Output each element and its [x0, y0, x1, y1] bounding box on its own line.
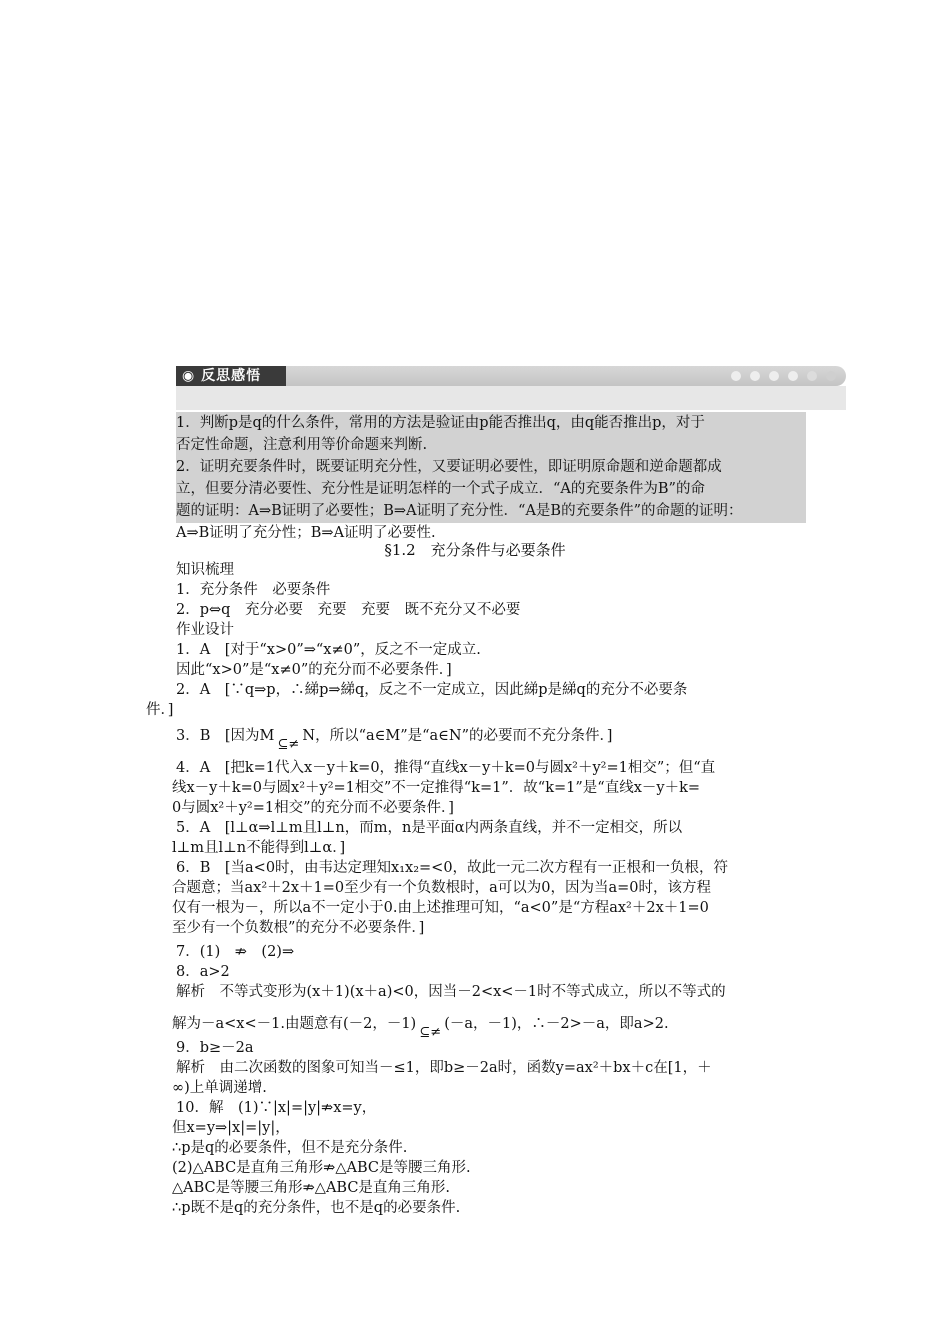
banner-strip — [176, 386, 846, 410]
text-line: l⊥m且l⊥n不能得到l⊥α．] — [172, 840, 346, 856]
text-line: ∴p是q的必要条件，但不是充分条件. — [172, 1140, 408, 1156]
text-line: 因此“x>0”是“x≠0”的充分而不必要条件．] — [176, 662, 452, 678]
text-line: 8．a>2 — [176, 964, 230, 980]
text-line: 7．(1) ⇏ (2)⇒ — [176, 944, 295, 960]
text-fragment: 解为－a<x<－1.由题意有(－2，－1) — [172, 1016, 417, 1032]
subset-neq-symbol: ⊆≠ — [277, 737, 300, 752]
text-line: 2．A [∵q⇒p，∴綈p⇒綈q，反之不一定成立，因此綈p是綈q的充分不必要条 — [176, 682, 688, 698]
text-line: 件．] — [146, 702, 174, 718]
answers-part-2 — [146, 758, 810, 1218]
text-line: 至少有一个负数根”的充分不必要条件．] — [172, 920, 425, 936]
reflection-line: 否定性命题，注意利用等价命题来判断. — [176, 437, 428, 453]
reflection-line: A⇒B证明了充分性；B⇒A证明了必要性. — [176, 525, 436, 541]
text-line — [146, 726, 810, 750]
reflection-line: 立，但要分清必要性、充分性是证明怎样的一个式子成立．“A的充要条件为B”的命 — [176, 481, 705, 497]
text-line: 4．A [把k=1代入x－y＋k=0，推得“直线x－y＋k=0与圆x²＋y²=1相交”；但“直 — [176, 760, 716, 776]
text-line: 10．解 (1)∵|x|=|y|⇏x=y， — [176, 1100, 377, 1116]
text-line: 1．充分条件 必要条件 — [176, 582, 331, 598]
text-line: 但x=y⇒|x|=|y|， — [172, 1120, 290, 1136]
heading-homework: 作业设计 — [176, 622, 234, 638]
text-line: (2)△ABC是直角三角形⇏△ABC是等腰三角形. — [172, 1160, 471, 1176]
text-fragment: (－a，－1)，∴－2>－a，即a>2. — [444, 1016, 669, 1032]
heading-knowledge: 知识梳理 — [176, 562, 234, 578]
text-line: 仅有一根为－，所以a不一定小于0.由上述推理可知，“a<0”是“方程ax²＋2x＋1=0 — [172, 900, 709, 916]
answers-part-1 — [146, 560, 810, 750]
text-line: 合题意；当ax²＋2x＋1=0至少有一个负数根时，a可以为0，因为当a=0时，该方程 — [172, 880, 712, 896]
text-line: 2．p⇔q 充分必要 充要 充要 既不充分又不必要 — [176, 602, 521, 618]
text-line: 9．b≥－2a — [176, 1040, 254, 1056]
text-fragment: N，所以“a∈M”是“a∈N”的必要而不充分条件．] — [302, 728, 613, 744]
banner-title: ◉ 反思感悟 — [176, 366, 286, 386]
text-line: △ABC是等腰三角形⇏△ABC是直角三角形. — [172, 1180, 451, 1196]
reflection-banner — [176, 366, 846, 386]
text-line: 解析 不等式变形为(x＋1)(x＋a)<0，因当－2<x<－1时不等式成立，所以不等式的 — [176, 984, 726, 1000]
text-line: 5．A [l⊥α⇒l⊥m且l⊥n，而m，n是平面α内两条直线，并不一定相交，所以 — [176, 820, 683, 836]
reflection-box — [176, 412, 806, 541]
text-line — [146, 1014, 810, 1038]
text-fragment: 3．B [因为M — [176, 728, 275, 744]
text-line: 6．B [当a<0时，由韦达定理知x₁x₂=<0，故此一元二次方程有一正根和一负根，符 — [176, 860, 729, 876]
text-line: 线x－y＋k=0与圆x²＋y²=1相交”不一定推得“k=1”．故“k=1”是“直线x－y＋k= — [172, 780, 701, 796]
decorative-dots-icon — [731, 371, 836, 381]
reflection-line: 1．判断p是q的什么条件，常用的方法是验证由p能否推出q，由q能否推出p，对于 — [176, 415, 705, 431]
text-line: 解析 由二次函数的图象可知当－≤1，即b≥－2a时，函数y=ax²＋bx＋c在[1，＋ — [176, 1060, 712, 1076]
subset-neq-symbol: ⊆≠ — [419, 1025, 442, 1040]
text-line: 0与圆x²＋y²=1相交”的充分而不必要条件．] — [172, 800, 454, 816]
text-line: ∴p既不是q的充分条件，也不是q的必要条件. — [172, 1200, 461, 1216]
section-title: §1.2 充分条件与必要条件 — [384, 541, 566, 559]
text-line: ∞)上单调递增. — [172, 1080, 267, 1096]
text-line: 1．A [对于“x>0”⇒“x≠0”，反之不一定成立. — [176, 642, 481, 658]
reflection-line: 题的证明：A⇒B证明了必要性；B⇒A证明了充分性．“A是B的充要条件”的命题的证明： — [176, 503, 743, 519]
reflection-line: 2．证明充要条件时，既要证明充分性，又要证明必要性，即证明原命题和逆命题都成 — [176, 459, 722, 475]
